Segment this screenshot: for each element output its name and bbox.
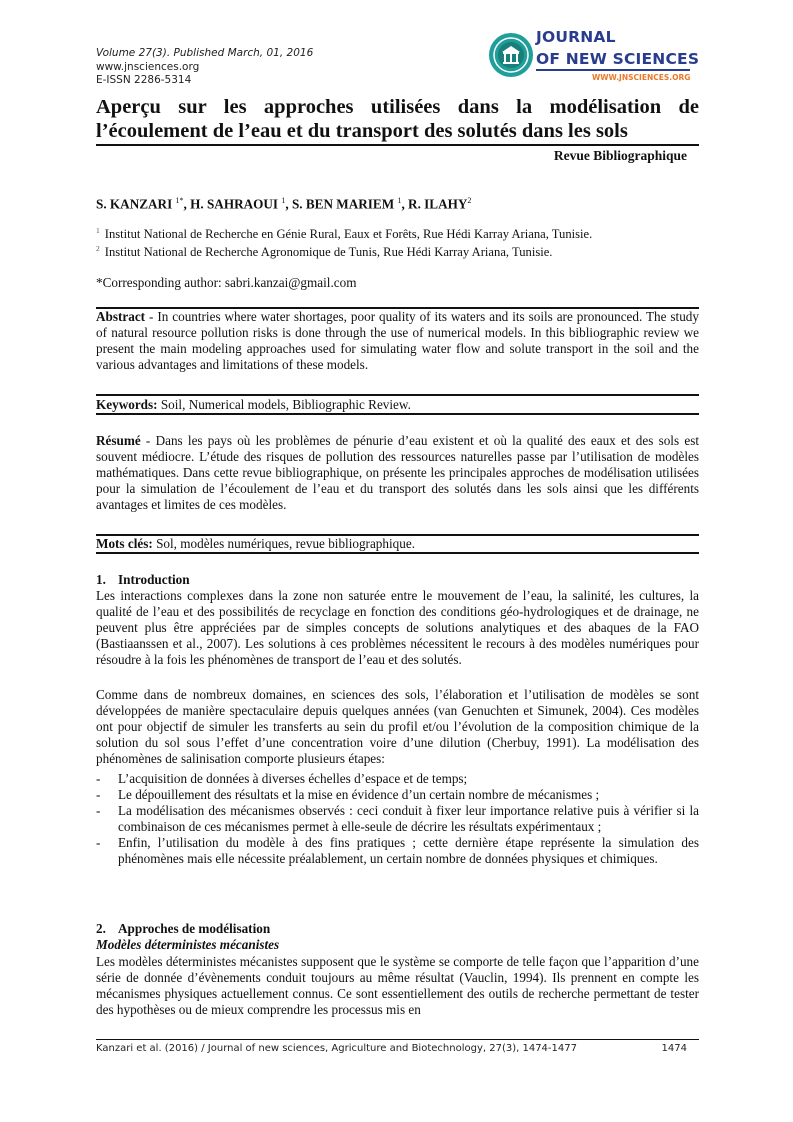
author-name: R. ILAHY — [408, 196, 468, 212]
section-number: 1. — [96, 572, 106, 587]
list-item — [96, 835, 699, 867]
issn: E-ISSN 2286-5314 — [96, 74, 192, 86]
author-affil-mark: 1* — [175, 196, 184, 205]
list-item-text: Enfin, l’utilisation du modèle à des fins pratiques ; cette dernière étape représente la simulation des phénomènes mais elle nécessite préalablement, un certain nombre de données physiques et chimiques. — [118, 835, 699, 866]
journal-meta — [96, 47, 313, 88]
section-heading-approaches — [96, 921, 270, 937]
article-type: Revue Bibliographique — [553, 148, 687, 163]
logo-title-line1: JOURNAL — [536, 28, 616, 46]
mots-cles-text: Sol, modèles numériques, revue bibliographique. — [152, 536, 415, 551]
intro-paragraph-2: Comme dans de nombreux domaines, en sciences des sols, l’élaboration et l’utilisation de modèles se sont développées de manière spectaculaire depuis quelques années (van Genuchten et Simunek, 2004). Ces modèles ont pour objectif de simuler les transferts au sein du profil et/ou l’évolution de la composition chimique de la solution du sol sous l’effet d’une concentration voire d’une dilution (Cherbuy, 1991). La modélisation des phénomènes de salinisation comporte plusieurs étapes: — [96, 687, 699, 766]
list-item-text: Le dépouillement des résultats et la mise en évidence d’un certain nombre de mécanismes ; — [118, 787, 600, 802]
affiliation-number: 1 — [96, 226, 100, 235]
title-divider — [96, 144, 699, 146]
footer-citation: Kanzari et al. (2016) / Journal of new sciences, Agriculture and Biotechnology, 27(3), 1474-1477 — [96, 1043, 577, 1054]
section-title: Approches de modélisation — [118, 921, 271, 936]
logo-url: WWW.JNSCIENCES.ORG — [592, 73, 691, 82]
keywords-label: Keywords: — [96, 397, 158, 412]
intro-bullet-list — [96, 771, 699, 867]
section-number: 2. — [96, 921, 106, 936]
journal-website[interactable]: www.jnsciences.org — [96, 60, 200, 73]
corresponding-author: *Corresponding author: sabri.kanzai@gmail.com — [96, 275, 357, 290]
journal-seal-icon — [488, 32, 534, 78]
author-affil-mark: 1 — [397, 196, 402, 205]
page-footer — [96, 1043, 699, 1054]
logo-divider — [536, 69, 690, 71]
author-name: H. SAHRAOUI — [190, 196, 279, 212]
mots-cles-line — [96, 536, 699, 552]
footer-divider — [96, 1039, 699, 1040]
article-title: Aperçu sur les approches utilisées dans la modélisation de l’écoulement de l’eau et du transport des solutés dans les sols — [96, 96, 699, 142]
mots-cles-label: Mots clés: — [96, 536, 153, 551]
author-list: S. KANZARI $^{1*}$, H. SAHRAOUI $^1$, S. BEN MARIEM $^1$, R. ILAHY$^2$ — [96, 196, 472, 212]
author-affil-mark: 1 — [281, 196, 286, 205]
list-item-text: L’acquisition de données à diverses échelles d’espace et de temps; — [118, 771, 468, 786]
author-affil-mark: 2 — [467, 196, 472, 205]
author-name: S. BEN MARIEM — [291, 196, 395, 212]
mots-cles-bottom-rule — [96, 552, 699, 554]
section-title: Introduction — [118, 572, 190, 587]
resume-paragraph — [96, 433, 699, 513]
list-item — [96, 787, 699, 803]
abstract-label: Abstract — [96, 309, 146, 324]
affiliation — [96, 223, 699, 242]
list-item — [96, 771, 699, 787]
logo-title-line2: OF NEW SCIENCES — [536, 50, 700, 68]
list-item — [96, 803, 699, 835]
bullet-marker: - — [96, 835, 101, 850]
intro-paragraph-1: Les interactions complexes dans la zone non saturée entre le mouvement de l’eau, la salinité, les cultures, la qualité de l’eau et des possibilités de recyclage en fonction des conditions géo-hydrologiques et de drainage, ne peuvent plus être appréciées par de simples concepts de solutions analytiques et des abaques de la FAO (Bastiaanssen et al., 2007). Les solutions à ces problèmes nécessitent le recours à des modèles numériques pour résoudre à la fois les phénomènes de transport de l’eau et des solutés. — [96, 588, 699, 667]
journal-logo[interactable] — [488, 26, 703, 90]
affiliation-number: 2 — [96, 244, 100, 253]
section2-paragraph-1: Les modèles déterministes mécanistes supposent que le système se comporte de telle façon que l’apparition d’une série de donnée d’évènements conduit toujours au même résultat (Vauclin, 1994). Ils prennent en compte les mécanismes physiques actuellement connus. Ce sont essentiellement des outils de recherche permettant de tester des hypothèses ou de mieux comprendre les processus mis en — [96, 954, 699, 1017]
keywords-line — [96, 397, 699, 413]
keywords-bottom-rule — [96, 413, 699, 415]
list-item-text: La modélisation des mécanismes observés : ceci conduit à fixer leur importance relative puis à vérifier si la combinaison de ces mécanismes permet à elle-seule de décrire les résultats expérimentaux ; — [118, 803, 699, 834]
keywords-text: Soil, Numerical models, Bibliographic Review. — [157, 397, 411, 412]
resume-label: Résumé — [96, 433, 141, 448]
volume-line: Volume 27(3). Published March, 01, 2016 — [96, 47, 314, 59]
abstract-paragraph — [96, 309, 699, 373]
author-name: S. KANZARI — [96, 196, 173, 212]
affiliation-text: Institut National de Recherche Agronomique de Tunis, Rue Hédi Karray Ariana, Tunisie. — [104, 245, 553, 260]
bullet-marker: - — [96, 787, 101, 802]
page-number: 1474 — [661, 1043, 687, 1054]
section-heading-introduction — [96, 572, 190, 588]
affiliation — [96, 241, 699, 260]
abstract-text: - In countries where water shortages, poor quality of its waters and its soils are pronounced. The study of natural resource pollution risks is done through the use of numerical models. In this bibliographic review we present the main modeling approaches used for simulating water flow and solute transport in the soil and the various advantages and limitations of these models. — [96, 309, 699, 372]
resume-text: - Dans les pays où les problèmes de pénurie d’eau existent et où la qualité des eaux et des sols est souvent médiocre. L’étude des risques de pollution des ressources naturelles passe par l’utilisation de modèles mathématiques. Dans cette revue bibliographique, on présente les principales approches de modélisation utilisées pour la simulation de l’écoulement de l’eau et du transport des solutés dans les sols ainsi que les différents avantages et limites de ces modèles. — [96, 433, 699, 512]
bullet-marker: - — [96, 771, 101, 786]
bullet-marker: - — [96, 803, 101, 818]
keywords-top-rule — [96, 394, 699, 396]
subsection-heading: Modèles déterministes mécanistes — [96, 937, 280, 952]
affiliation-text: Institut National de Recherche en Génie Rural, Eaux et Forêts, Rue Hédi Karray Ariana, Tunisie. — [104, 227, 593, 242]
